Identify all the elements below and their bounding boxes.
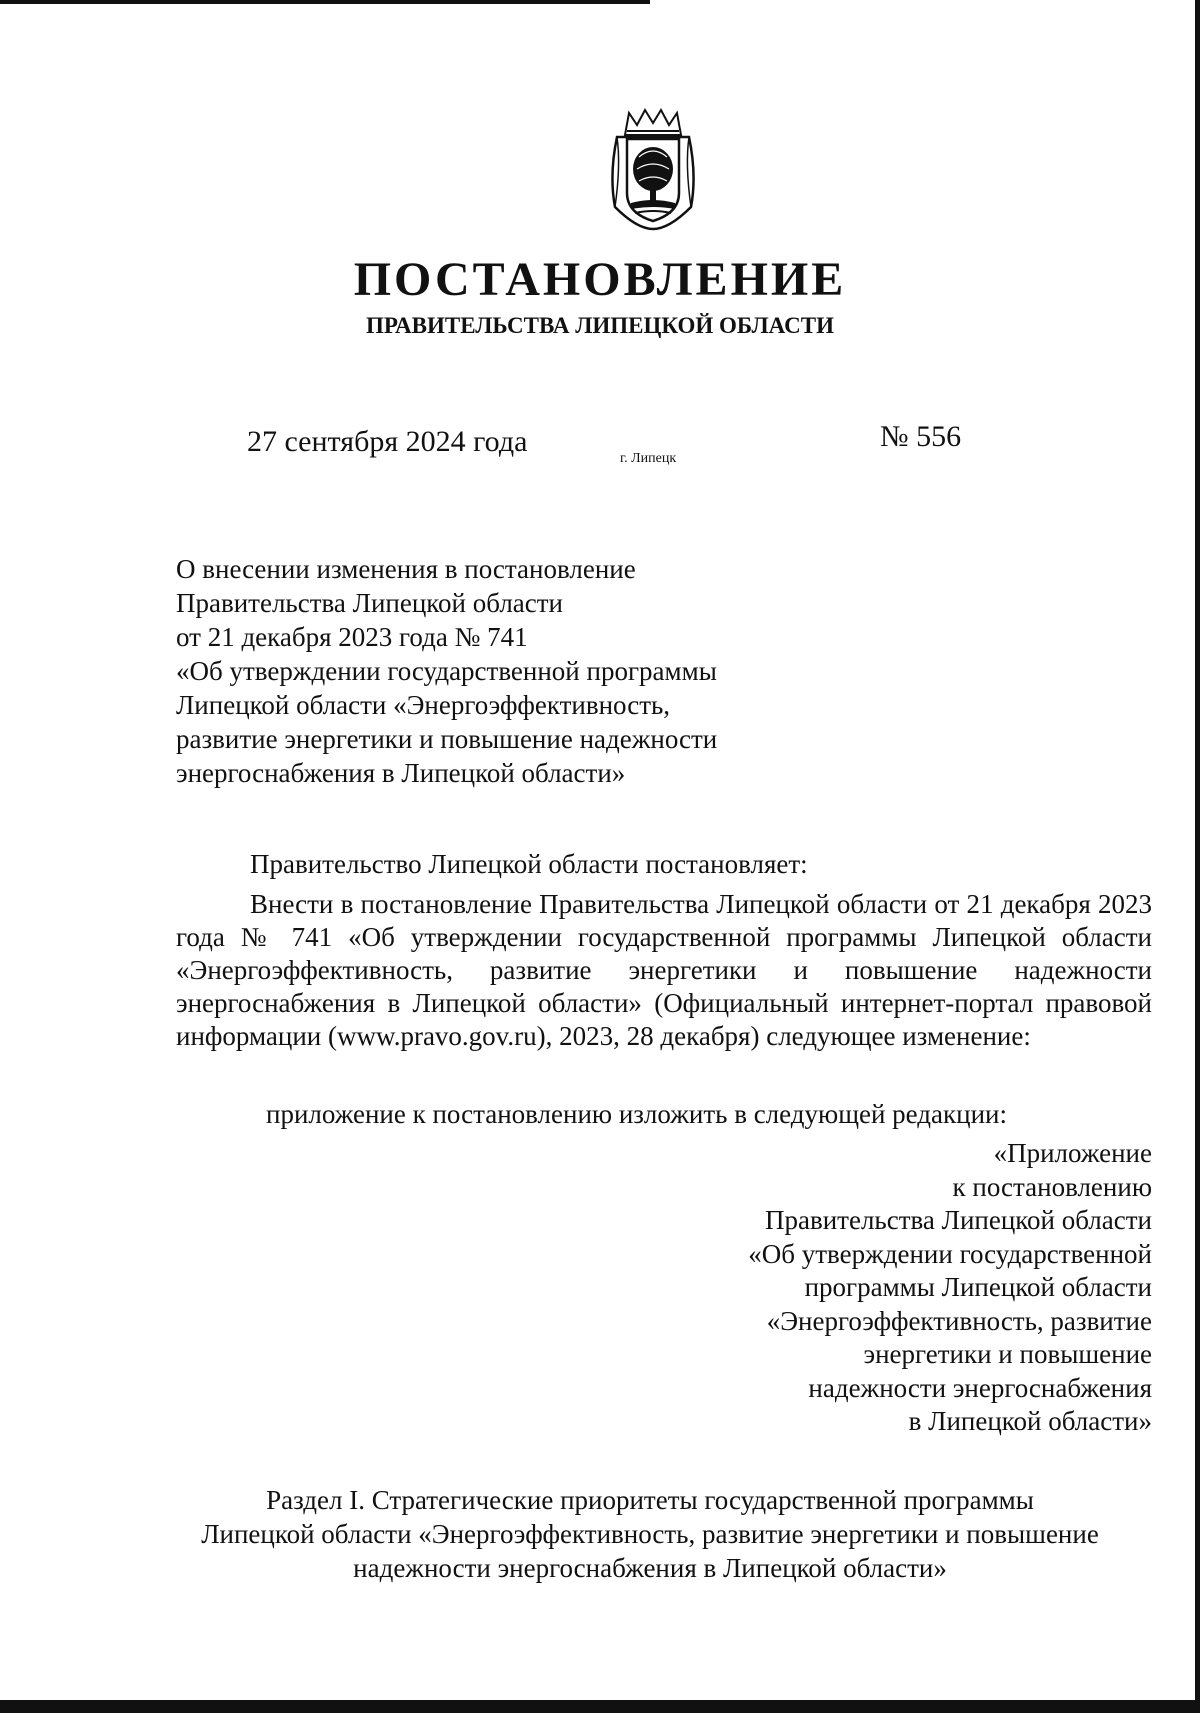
subject-line: от 21 декабря 2023 года № 741 — [176, 622, 528, 652]
appendix-line: энергетики и повышение — [863, 1339, 1152, 1369]
scan-edge-bottom — [0, 1700, 1200, 1713]
appendix-header — [748, 1137, 1152, 1439]
main-paragraph: Внести в постановление Правительства Липецкой области от 21 декабря 2023 года № 741 «Об утверждении государственной программы Липецкой области «Энергоэффективность, развитие энергетики и повышение надежности энергоснабжения в Липецкой области» (Официальный интернет-портал правовой информации (www.pravo.gov.ru), 2023, 28 декабря) следующее изменение: — [176, 889, 1152, 1051]
appendix-line: программы Липецкой области — [804, 1272, 1152, 1302]
edit-text: приложение к постановлению изложить в следующей редакции: — [266, 1099, 1007, 1129]
document-number: № 556 — [880, 420, 962, 453]
appendix-line: «Приложение — [993, 1138, 1152, 1168]
document-title: ПОСТАНОВЛЕНИЕ — [353, 253, 847, 306]
intro-paragraph — [176, 848, 1152, 881]
intro-text: Правительство Липецкой области постановляет: — [250, 849, 808, 879]
edit-paragraph — [176, 1098, 1152, 1131]
section-line: Липецкой области «Энергоэффективность, развитие энергетики и повышение — [201, 1519, 1099, 1549]
subject-line: Правительства Липецкой области — [176, 588, 564, 618]
subject-line: О внесении изменения в постановление — [176, 554, 636, 584]
document-subject — [176, 552, 717, 790]
document-issuer: ПРАВИТЕЛЬСТВА ЛИПЕЦКОЙ ОБЛАСТИ — [366, 313, 834, 338]
subject-line: развитие энергетики и повышение надежности — [176, 724, 718, 754]
appendix-line: «Энергоэффективность, развитие — [766, 1305, 1152, 1336]
scan-edge-top — [0, 0, 650, 4]
subject-line: Липецкой области «Энергоэффективность, — [176, 690, 671, 720]
section-line: Раздел I. Стратегические приоритеты государственной программы — [266, 1485, 1034, 1515]
document-city: г. Липецк — [620, 451, 677, 466]
document-date: 27 сентября 2024 года — [247, 425, 528, 458]
appendix-line: к постановлению — [952, 1171, 1152, 1202]
appendix-line: в Липецкой области» — [908, 1406, 1152, 1436]
appendix-line: «Об утверждении государственной — [748, 1238, 1152, 1269]
section-heading — [0, 1483, 1200, 1585]
coat-of-arms-icon — [607, 105, 699, 232]
appendix-line: надежности энергоснабжения — [808, 1372, 1152, 1403]
section-line: надежности энергоснабжения в Липецкой области» — [353, 1553, 947, 1583]
appendix-line: Правительства Липецкой области — [764, 1205, 1152, 1235]
subject-line: «Об утверждении государственной программы — [176, 656, 717, 686]
subject-line: энергоснабжения в Липецкой области» — [176, 758, 626, 788]
